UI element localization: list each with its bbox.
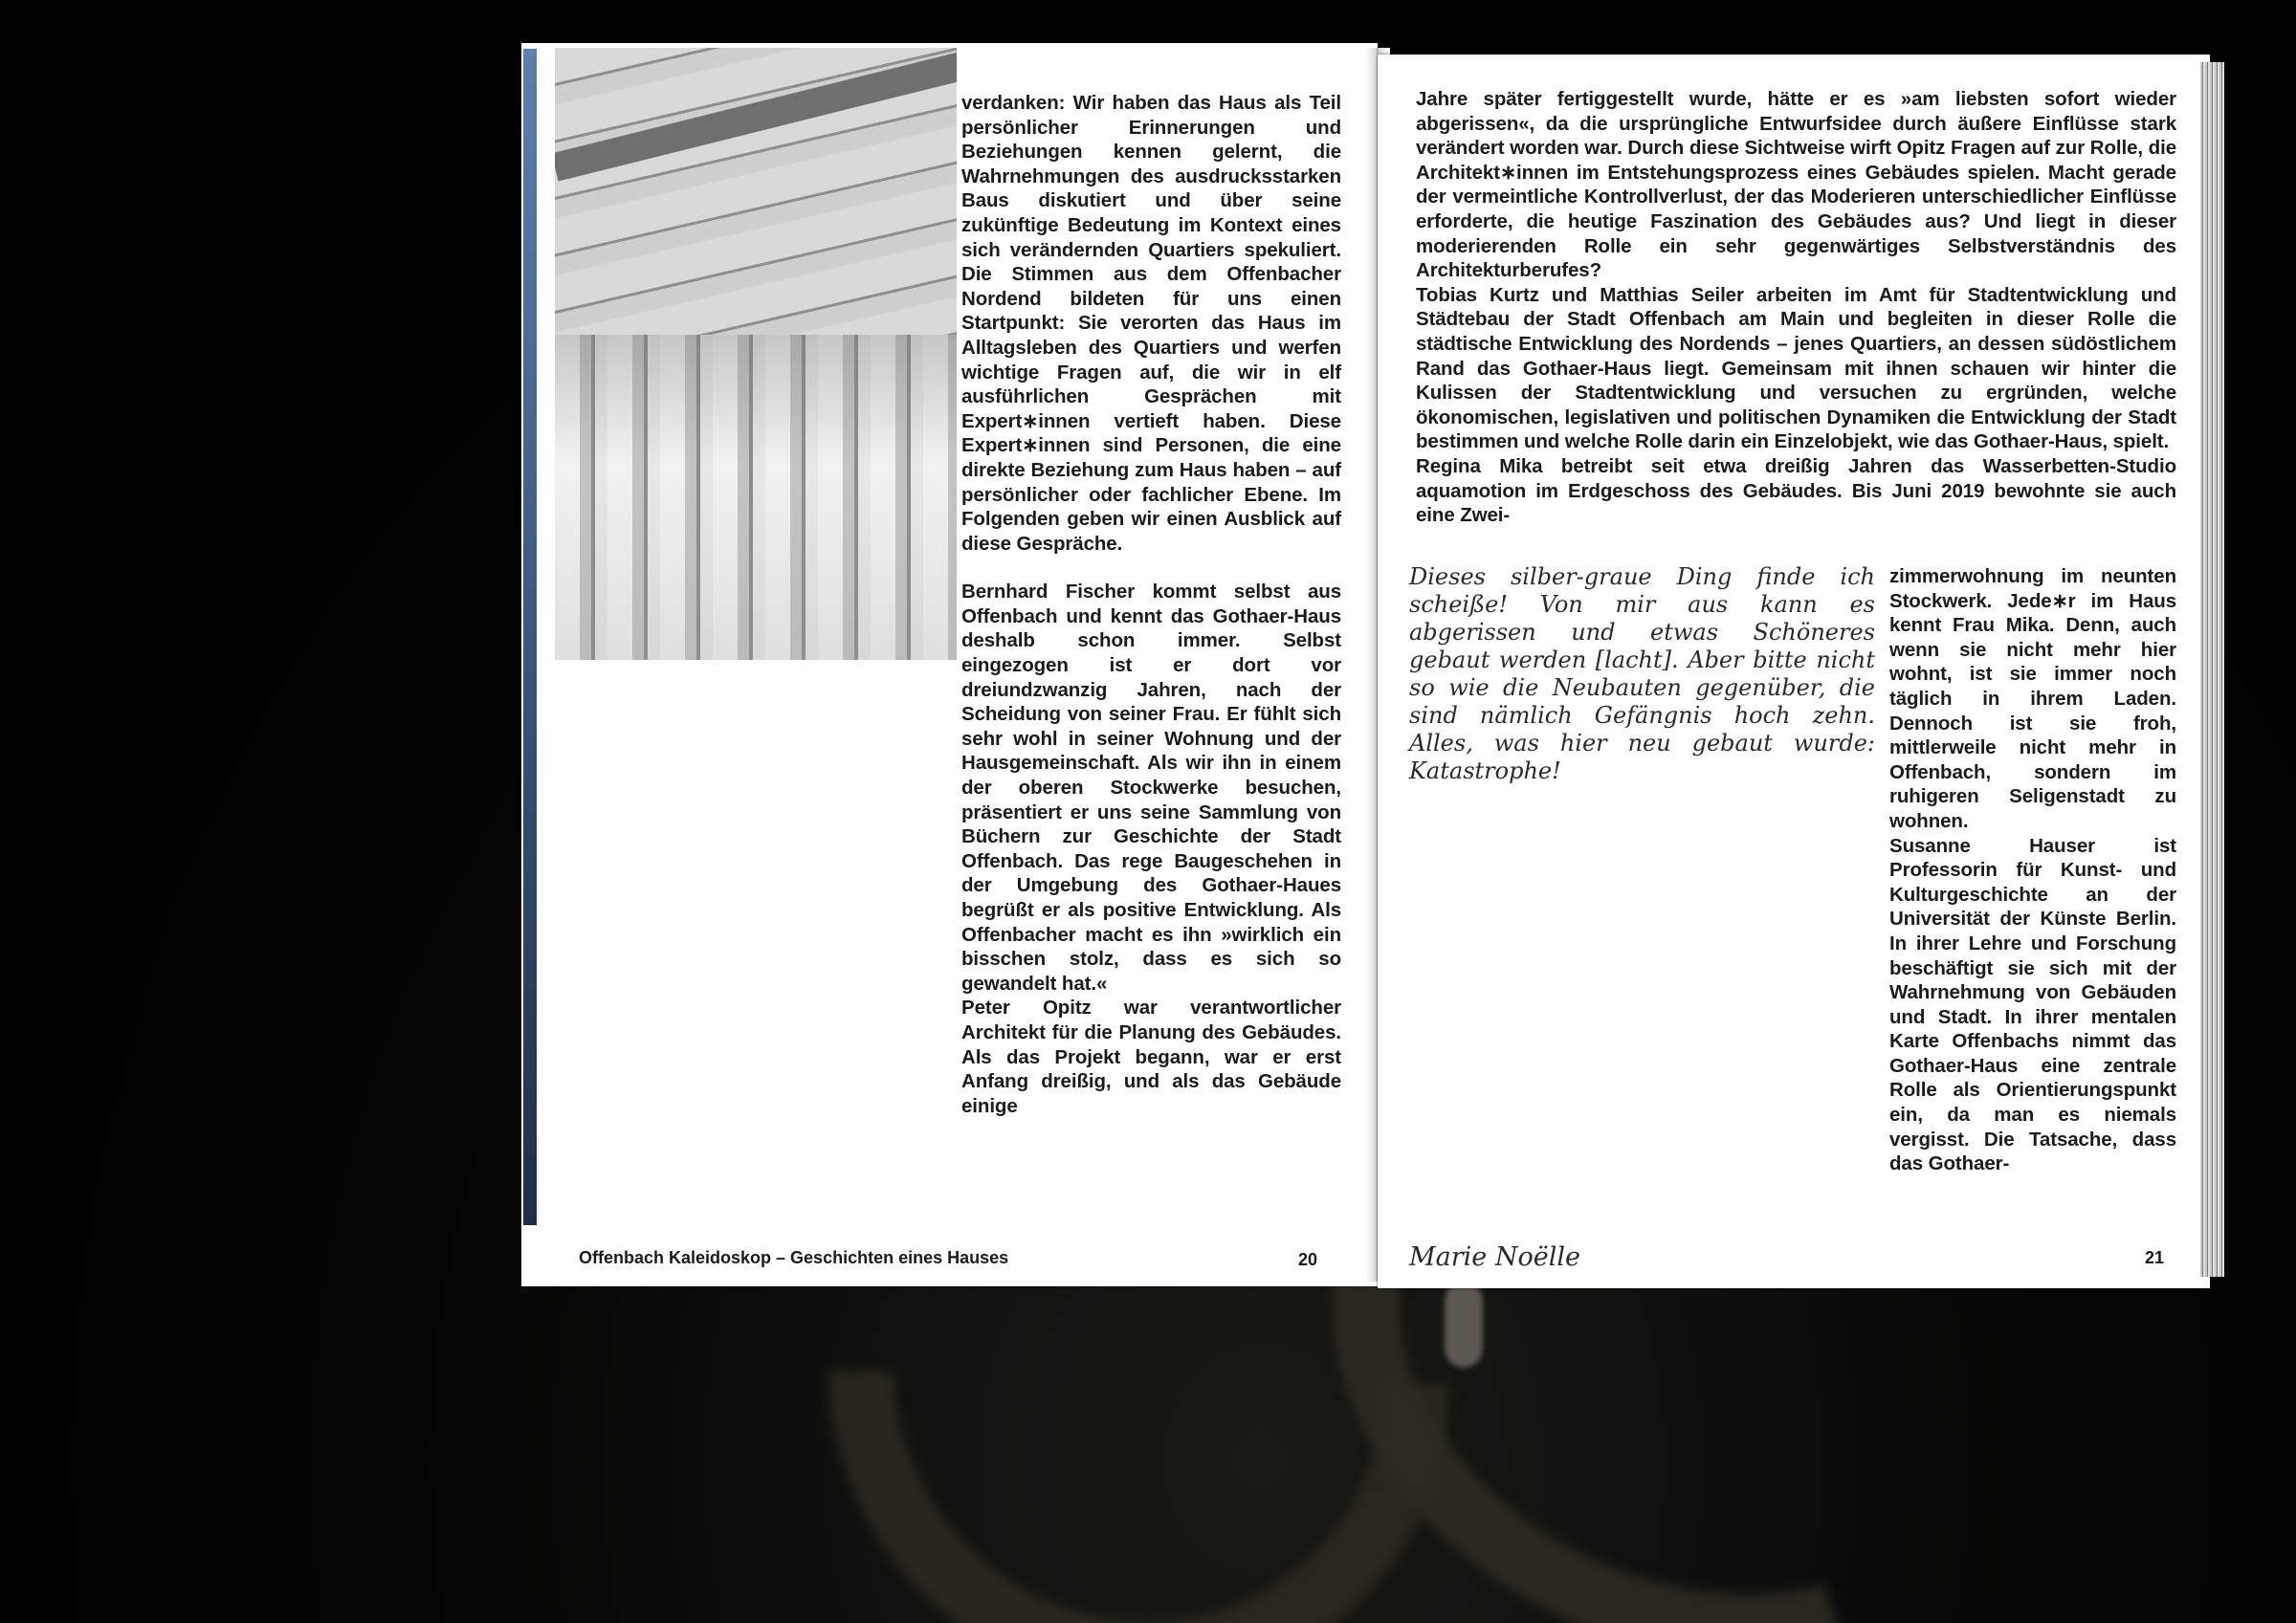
page-stack-edge [2200,62,2224,1277]
left-page-edge [523,49,537,1225]
author-name: Marie Noëlle [1409,1242,1580,1272]
right-narrow-column [1889,564,2176,1176]
cord-shape [1445,1282,1483,1368]
paragraph: zimmerwohnung im neunten Stockwerk. Jede∗r im Haus kennt Frau Mika. Denn, auch wenn sie nicht mehr hier wohnt, ist sie immer noch täglich in ihrem Laden. Dennoch ist sie froh, mittlerweile nicht mehr in Offenbach, sondern im ruhigeren Seligenstadt zu wohnen. [1889,565,2176,832]
page-number-right: 21 [2145,1248,2165,1267]
paragraph: Tobias Kurtz und Matthias Seiler arbeiten im Amt für Stadtentwicklung und Städtebau der Stadt Offenbach am Main und begleiten in dieser Rolle die städtische Entwicklung des Nordends – jenes Quartiers, an dessen südöstlichem Rand das Gothaer-Haus liegt. Gemeinsam mit ihnen schauen wir hinter die Kulissen der Stadtentwicklung und versuchen zu ergründen, welche ökonomischen, legislativen und politischen Dynamiken die Entwicklung der Stadt bestimmen und welche Rolle darin ein Einzelobjekt, wie das Gothaer-Haus, spielt. [1416,283,2176,453]
paragraph: verdanken: Wir haben das Haus als Teil persönlicher Erinnerungen und Beziehungen kennen gelernt, die Wahrnehmungen des ausdrucksstarken Baus diskutiert und über seine zukünftige Bedeutung im Kontext eines sich verändernden Quartiers spekuliert. Die Stimmen aus dem Offenbacher Nordend bildeten für uns einen Startpunkt: Sie verorten das Haus im Alltagsleben des Quartiers und werfen wichtige Fragen auf, die wir in elf ausführlichen Gesprächen mit Expert∗innen vertieft haben. Diese Expert∗innen sind Personen, die eine direkte Beziehung zum Haus haben – auf persönlicher oder fachlicher Ebene. Im Folgenden geben wir einen Ausblick auf diese Gespräche. [961,92,1341,555]
paragraph: Regina Mika betreibt seit etwa dreißig Jahren das Wasserbetten-Studio aquamotion im Erdgeschoss des Gebäudes. Bis Juni 2019 bewohnte sie auch eine Zwei- [1416,454,2176,527]
paragraph: Jahre später fertiggestellt wurde, hätte er es »am liebsten sofort wieder abgerissen«, da die ursprüngliche Entwurfsidee durch äußere Einflüsse stark verändert worden war. Durch diese Sichtweise wirft Opitz Fragen auf zur Rolle, die Architekt∗innen im Entstehungsprozess eines Gebäudes spielen. Macht gerade der vermeintliche Kontrollverlust, der das Moderieren unterschiedlicher Einflüsse erforderte, die heutige Faszination des Gebäudes aus? Und liegt in dieser moderierenden Rolle ein sehr gegenwärtiges Selbstverständnis des Architekturberufes? [1416,88,2176,282]
left-page [521,43,1378,1286]
building-photo [555,48,957,660]
open-book [521,38,2234,1291]
running-title: Offenbach Kaleidoskop – Geschichten eines Hauses [579,1248,1009,1267]
right-page [1378,55,2210,1288]
paragraph: Susanne Hauser ist Professorin für Kunst- und Kulturgeschichte an der Universität der Künste Berlin. In ihrer Lehre und Forschung beschäftigt sie sich mit der Wahrnehmung von Gebäuden und Stadt. In ihrer mentalen Karte Offenbachs nimmt das Gothaer-Haus eine zentrale Rolle als Orientierungspunkt ein, da man es niemals vergisst. Die Tatsache, dass das Gothaer- [1889,834,2176,1175]
page-number-left: 20 [1298,1250,1318,1269]
paragraph: Bernhard Fischer kommt selbst aus Offenbach und kennt das Gothaer-Haus deshalb schon immer. Selbst eingezogen ist er dort vor dreiundzwanzig Jahren, nach der Scheidung von seiner Frau. Er fühlt sich sehr wohl in seiner Wohnung und der Hausgemeinschaft. Als wir ihn in einem der oberen Stockwerke besuchen, präsentiert er uns seine Sammlung von Büchern zur Geschichte der Stadt Offenbach. Das rege Baugeschehen in der Umgebung des Gothaer-Haues begrüßt er als positive Entwicklung. Als Offenbacher macht es ihn »wirklich ein bisschen stolz, dass es sich so gewandelt hat.« [961,581,1341,995]
left-text-column [961,91,1341,1118]
paragraph: Peter Opitz war verantwortlicher Architekt für die Planung des Gebäudes. Als das Projekt begann, war er erst Anfang dreißig, und als das Gebäude einige [961,997,1341,1117]
pull-quote: Dieses silber-graue Ding finde ich scheiße! Von mir aus kann es abgerissen und etwas Schöneres gebaut werden [lacht]. Aber bitte nicht so wie die Neubauten gegenüber, die sind nämlich Gefängnis hoch zehn. Alles, was hier neu gebaut wurde: Katastrophe! [1409,563,1875,784]
right-text-column [1416,87,2176,528]
